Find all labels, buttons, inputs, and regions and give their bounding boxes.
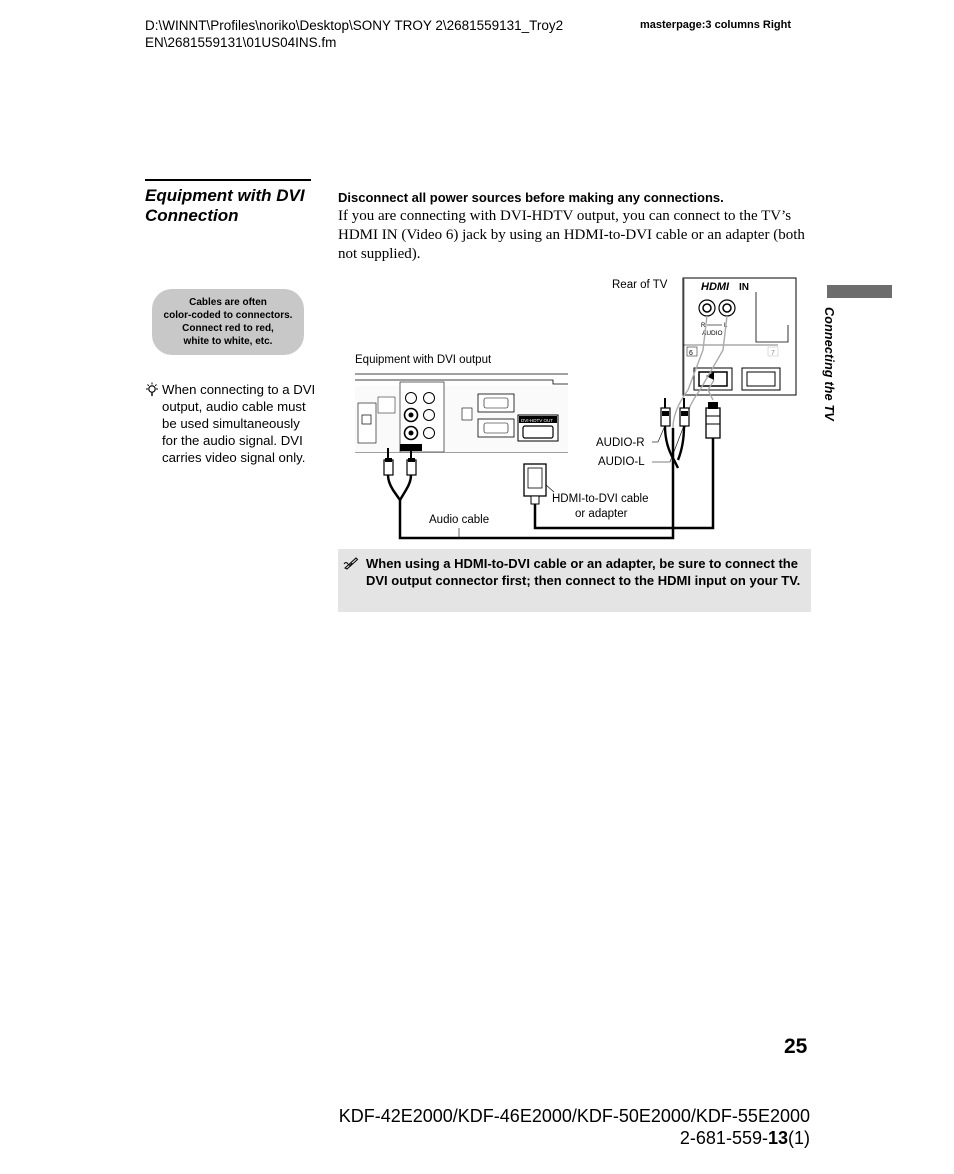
section-rule (145, 179, 311, 181)
cable-note-line-3: Connect red to red, (182, 323, 274, 334)
rear-of-tv-label: Rear of TV (612, 279, 668, 291)
page-number: 25 (784, 1035, 808, 1058)
tv-port-6: 6 (689, 350, 693, 357)
dvi-port-label: DVI-HDTV OUT (521, 418, 553, 423)
note-pencil-icon (343, 556, 359, 570)
section-title (145, 186, 305, 226)
intro-body: If you are connecting with DVI-HDTV output, you can connect to the TV’s HDMI IN (Video 6) jack by using an HDMI-to-DVI cable or an adapter (both not supplied). (338, 208, 805, 262)
lightbulb-icon (145, 382, 159, 398)
hdmi-logo: HDMI (701, 281, 730, 293)
side-tab-label: Connecting the TV (822, 307, 836, 421)
document-code (680, 1128, 810, 1149)
hdmi-dvi-label-line-2: or adapter (575, 508, 628, 520)
tv-port-7: 7 (771, 350, 775, 357)
code-prefix: 2-681-559- (679, 1128, 768, 1148)
tv-rear-panel (683, 278, 796, 395)
tv-audio-l-label: L (724, 323, 728, 329)
model-numbers: KDF-42E2000/KDF-46E2000/KDF-50E2000/KDF-55E2000 (338, 1106, 810, 1126)
side-tab-marker (827, 285, 892, 298)
audio-l-label: AUDIO-L (598, 456, 645, 468)
audio-cable-label: Audio cable (429, 514, 490, 526)
audio-r-label: AUDIO-R (596, 437, 645, 449)
section-title-line-1: Equipment with DVI (145, 186, 305, 205)
note-text: When using a HDMI-to-DVI cable or an adapter, be sure to connect the DVI output connector first; then connect to the HDMI input on your TV. (366, 556, 801, 588)
tv-hdmi-port-7 (742, 368, 780, 390)
hdmi-dvi-label-line-1: HDMI-to-DVI cable (552, 493, 649, 505)
dvi-equipment (355, 374, 568, 452)
tip-text: When connecting to a DVI output, audio cable must be used simultaneously for the audio signal. DVI carries video signal only. (162, 382, 316, 465)
cable-note-line-4: white to white, etc. (183, 336, 273, 347)
section-title-line-2: Connection (145, 206, 239, 225)
cable-note-line-2: color-coded to connectors. (163, 310, 293, 321)
code-bold: 13 (767, 1128, 788, 1148)
file-path-header (145, 17, 563, 51)
masterpage-label: masterpage:3 columns Right (640, 19, 791, 31)
tv-audio-r-label: R (701, 323, 706, 329)
file-path-line-2: EN\2681559131\01US04INS.fm (145, 35, 337, 50)
intro-warning: Disconnect all power sources before making any connections. (338, 190, 724, 205)
file-path-line-1: D:\WINNT\Profiles\noriko\Desktop\SONY TROY 2\2681559131_Troy2 (145, 18, 564, 33)
code-suffix: (1) (788, 1128, 810, 1148)
cable-note-line-1: Cables are often (189, 297, 267, 308)
tv-audio-label: AUDIO (702, 330, 723, 337)
cable-color-note (152, 289, 304, 355)
connection-diagram (338, 270, 818, 548)
hdmi-in-label: IN (739, 282, 749, 293)
equipment-dvi-port (523, 426, 553, 438)
equipment-label: Equipment with DVI output (355, 354, 492, 366)
